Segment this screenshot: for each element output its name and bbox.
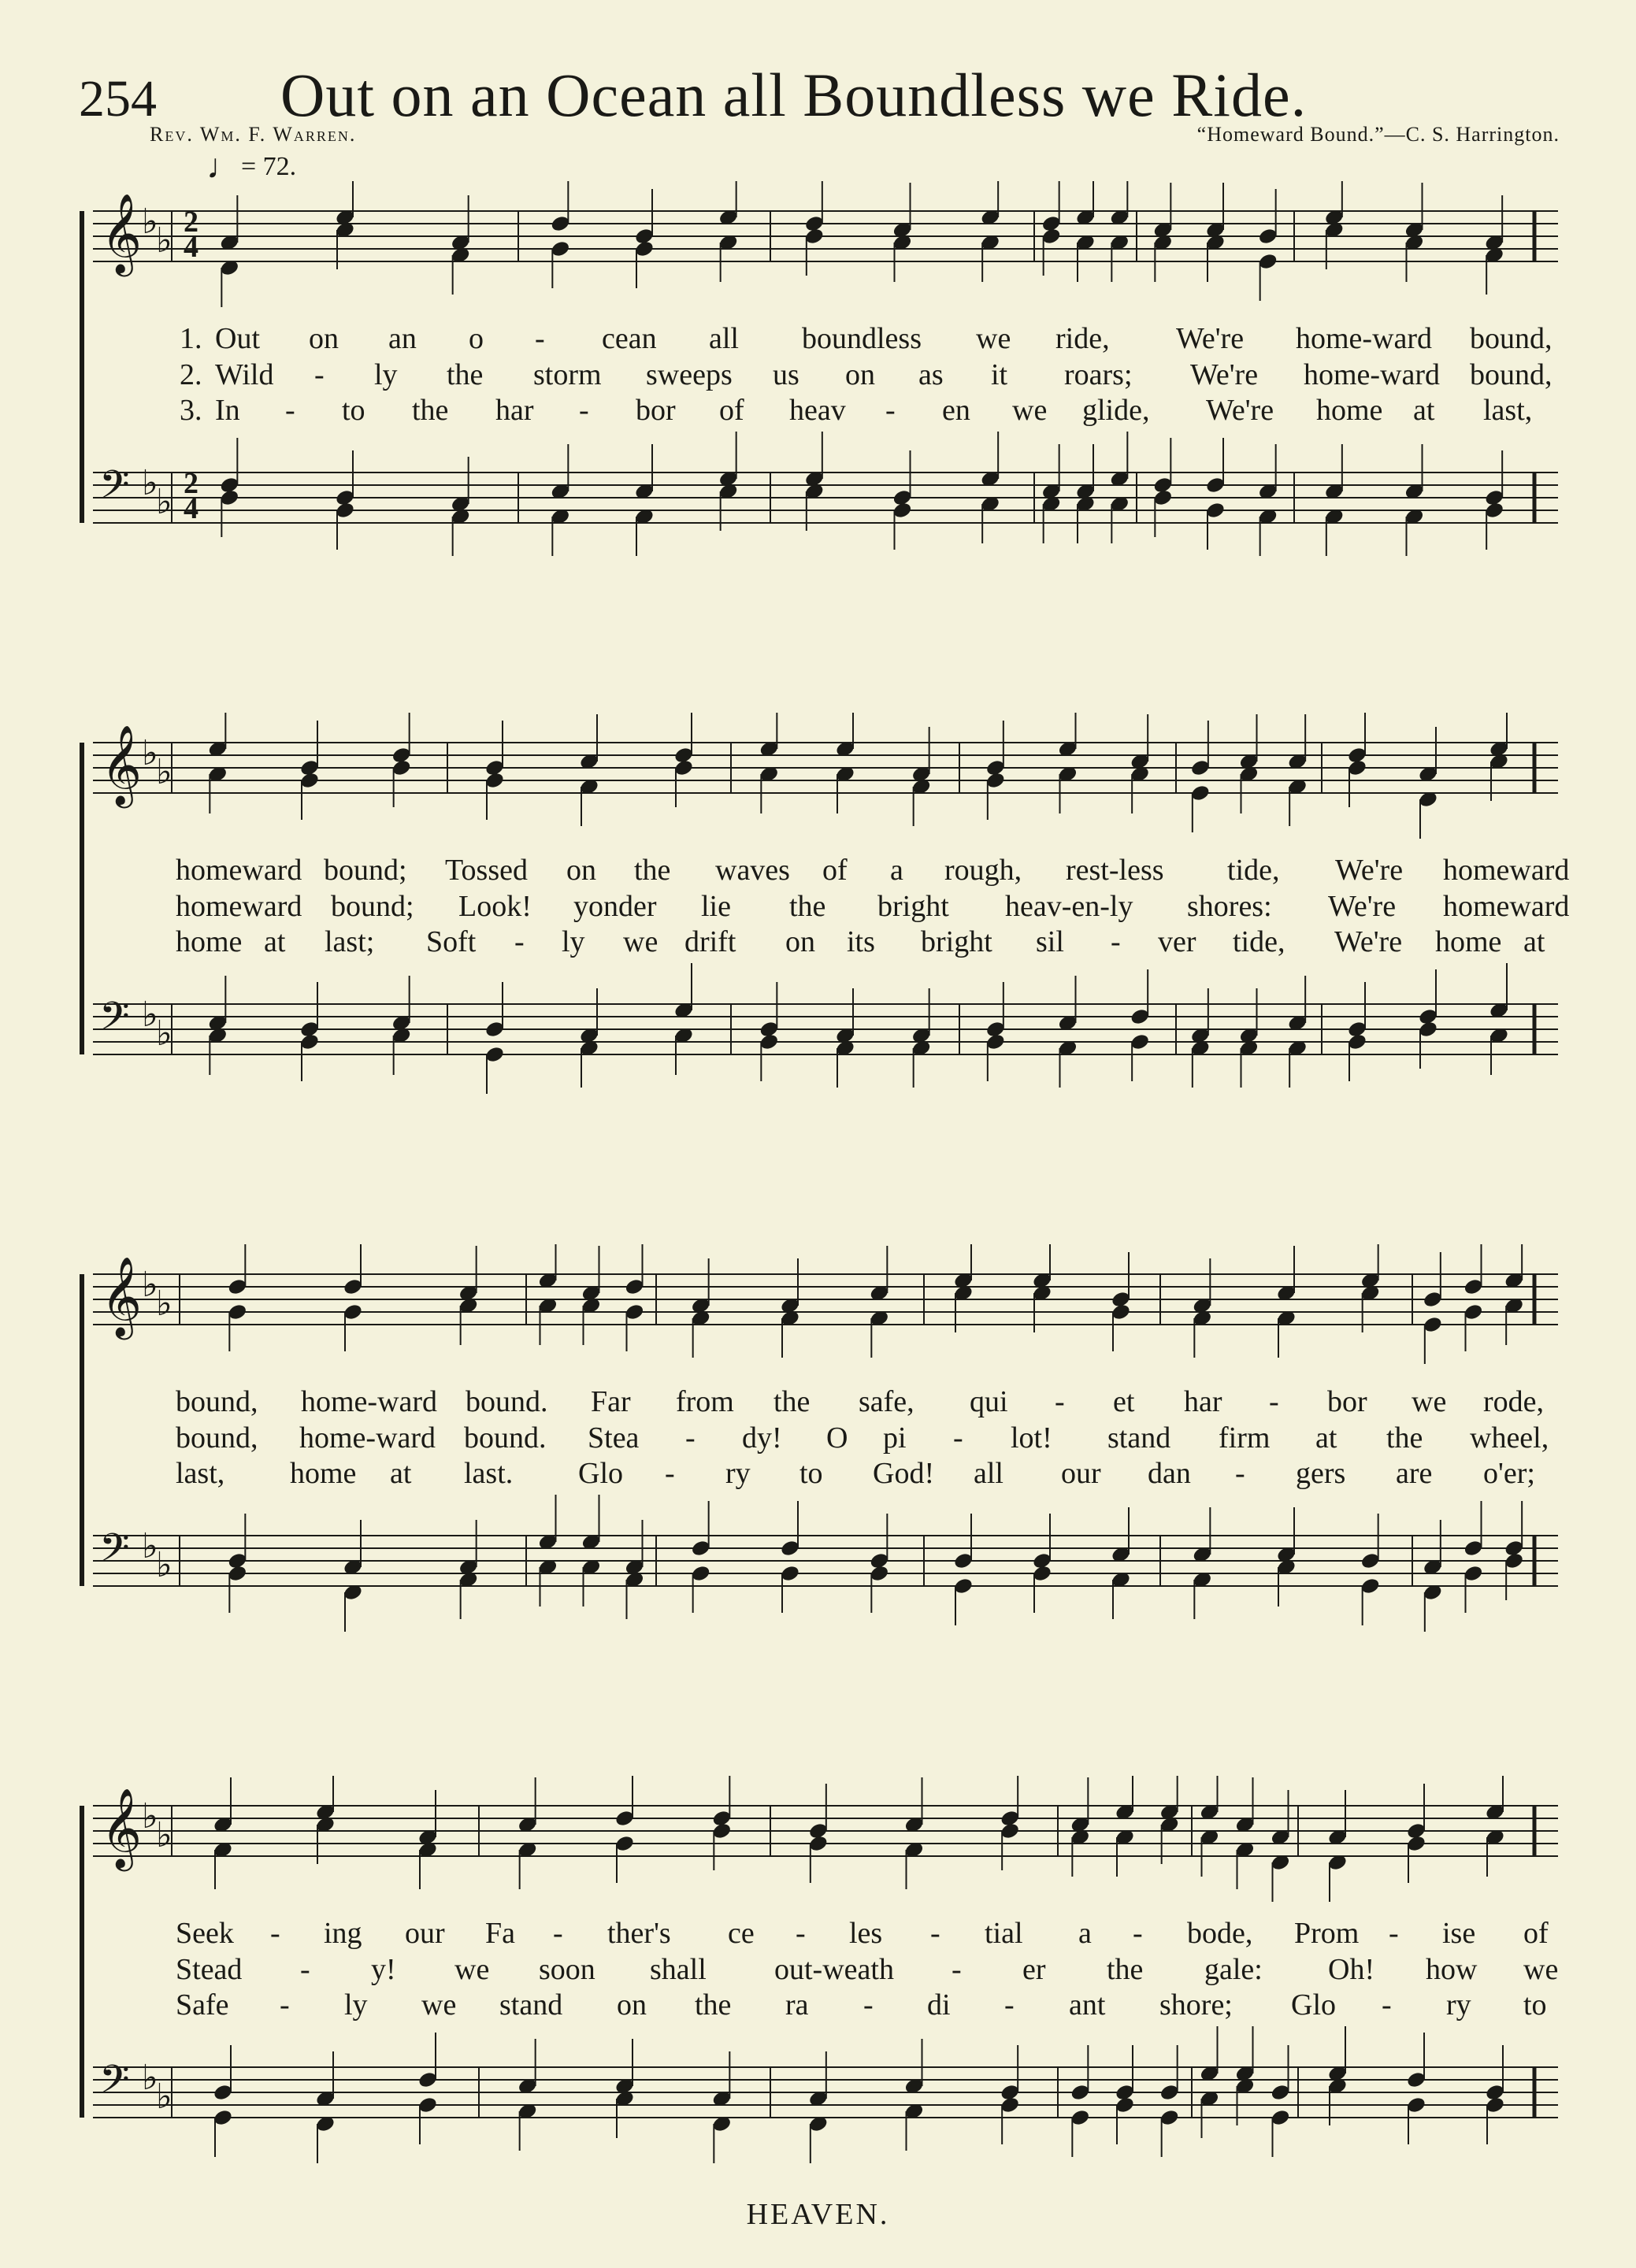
lyric-syllable: to	[799, 1457, 823, 1490]
lyric-syllable: bright	[877, 890, 949, 923]
bass-clef-icon: 𝄢	[99, 1525, 130, 1581]
lyric-syllable: Seek	[176, 1917, 234, 1950]
lyric-syllable: stand	[499, 1988, 563, 2022]
lyric-syllable: har	[1184, 1385, 1222, 1418]
lyric-syllable: bound.	[466, 1385, 548, 1418]
lyric-line	[77, 925, 1566, 959]
lyric-syllable: shore;	[1159, 1988, 1233, 2022]
lyric-syllable: Far	[591, 1385, 631, 1418]
lyric-syllable: Prom	[1294, 1917, 1360, 1950]
lyric-syllable: bound,	[1470, 322, 1553, 355]
lyric-syllable: yonder	[573, 890, 657, 923]
lyric-syllable: tial	[985, 1917, 1023, 1950]
lyric-syllable: to	[1523, 1988, 1547, 2022]
lyric-syllable: -	[1382, 1988, 1392, 2022]
lyric-syllable: shall	[650, 1953, 707, 1986]
lyric-syllable: of	[822, 854, 848, 887]
lyric-syllable: out-weath	[774, 1953, 894, 1986]
lyric-syllable: bound,	[176, 1385, 258, 1418]
lyric-syllable: o	[469, 322, 484, 355]
lyric-syllable: our	[1061, 1457, 1101, 1490]
lyric-syllable: stand	[1107, 1421, 1171, 1455]
time-signature: 4	[184, 231, 198, 264]
time-signature: 4	[184, 492, 198, 525]
lyric-syllable: er	[1022, 1953, 1046, 1986]
lyric-syllable: ise	[1442, 1917, 1476, 1950]
lyric-syllable: home	[290, 1457, 357, 1490]
verse-number: 2.	[180, 358, 202, 391]
flat-icon: ♭	[156, 1815, 173, 1855]
lyric-syllable: tide,	[1233, 925, 1285, 958]
lyric-syllable: -	[1111, 925, 1121, 958]
lyric-syllable: on	[845, 358, 875, 391]
lyric-syllable: ride,	[1055, 322, 1110, 355]
lyric-syllable: -	[1389, 1917, 1399, 1950]
lyric-syllable: the	[447, 358, 484, 391]
lyric-syllable: bode,	[1187, 1917, 1253, 1950]
time-signature: 2	[184, 467, 198, 500]
lyric-syllable: bright	[921, 925, 992, 958]
lyric-syllable: its	[847, 925, 875, 958]
lyric-syllable: ly	[562, 925, 585, 958]
quarter-note-icon: ♩	[206, 147, 241, 186]
lyric-syllable: the	[695, 1988, 732, 2022]
time-signature: 2	[184, 206, 198, 239]
lyric-syllable: of	[1523, 1917, 1549, 1950]
flat-icon: ♭	[156, 1284, 173, 1324]
lyric-syllable: we	[454, 1953, 490, 1986]
lyric-syllable: -	[665, 1457, 675, 1490]
lyric-line	[77, 1456, 1566, 1491]
treble-clef-icon: 𝄞	[101, 1255, 143, 1336]
lyric-syllable: bor	[1327, 1385, 1367, 1418]
flat-icon: ♭	[142, 733, 158, 773]
lyric-syllable: roars;	[1064, 358, 1133, 391]
flat-icon: ♭	[156, 482, 173, 522]
lyric-syllable: -	[953, 1421, 963, 1455]
lyric-syllable: rest-less	[1066, 854, 1164, 887]
lyric-line	[77, 393, 1566, 428]
lyric-syllable: Safe	[176, 1988, 229, 2022]
lyric-syllable: on	[785, 925, 815, 958]
lyric-syllable: Soft	[426, 925, 477, 958]
lyric-syllable: We're	[1335, 854, 1404, 887]
lyric-syllable: -	[685, 1421, 696, 1455]
lyric-syllable: -	[535, 322, 545, 355]
lyric-syllable: Tossed	[445, 854, 529, 887]
lyric-syllable: we	[623, 925, 658, 958]
lyric-syllable: di	[927, 1988, 951, 2022]
lyric-syllable: Look!	[458, 890, 532, 923]
flat-icon: ♭	[156, 1014, 173, 1054]
lyric-syllable: God!	[873, 1457, 935, 1490]
lyric-line	[77, 358, 1566, 392]
lyric-syllable: Oh!	[1328, 1953, 1375, 1986]
lyric-syllable: bound.	[464, 1421, 547, 1455]
lyric-syllable: lie	[701, 890, 731, 923]
music-system-2	[77, 713, 1570, 1106]
lyric-syllable: the	[789, 890, 826, 923]
lyric-line	[77, 1384, 1566, 1419]
bass-clef-icon: 𝄢	[99, 994, 130, 1049]
lyric-syllable: -	[1133, 1917, 1143, 1950]
lyric-syllable: -	[270, 1917, 280, 1950]
lyric-syllable: we	[1523, 1953, 1559, 1986]
lyric-syllable: -	[952, 1953, 962, 1986]
lyric-syllable: o'er;	[1483, 1457, 1535, 1490]
lyric-syllable: bound;	[324, 854, 407, 887]
flat-icon: ♭	[142, 1526, 158, 1566]
lyric-line	[77, 1421, 1566, 1455]
lyric-syllable: home-ward	[299, 1421, 436, 1455]
lyric-syllable: Stea	[588, 1421, 640, 1455]
lyric-syllable: at	[1413, 394, 1435, 427]
lyric-syllable: shores:	[1187, 890, 1272, 923]
lyric-syllable: dy!	[742, 1421, 782, 1455]
lyric-syllable: as	[918, 358, 944, 391]
lyric-syllable: bor	[636, 394, 676, 427]
lyric-syllable: cean	[602, 322, 657, 355]
lyric-syllable: In	[215, 394, 240, 427]
lyric-syllable: last,	[176, 1457, 225, 1490]
lyric-syllable: homeward	[1443, 854, 1570, 887]
lyric-syllable: storm	[533, 358, 602, 391]
lyric-syllable: We're	[1190, 358, 1259, 391]
lyric-line	[77, 321, 1566, 356]
lyric-syllable: heav-en-ly	[1005, 890, 1133, 923]
treble-clef-icon: 𝄞	[101, 724, 143, 805]
flat-icon: ♭	[142, 2058, 158, 2098]
lyric-syllable: soon	[539, 1953, 595, 1986]
lyric-syllable: home-ward	[301, 1385, 438, 1418]
lyric-syllable: sweeps	[646, 358, 733, 391]
author-credit: Rev. Wm. F. Warren.	[150, 123, 357, 146]
lyric-syllable: -	[796, 1917, 806, 1950]
lyric-syllable: the	[773, 1385, 811, 1418]
lyric-syllable: We're	[1328, 890, 1397, 923]
lyric-syllable: Fa	[485, 1917, 515, 1950]
lyric-line	[77, 1952, 1566, 1987]
lyric-syllable: bound;	[331, 890, 414, 923]
lyric-syllable: Wild	[215, 358, 274, 391]
lyric-syllable: ther's	[607, 1917, 671, 1950]
lyric-syllable: -	[1055, 1385, 1065, 1418]
tempo-value: = 72.	[241, 152, 297, 181]
lyric-syllable: a	[1078, 1917, 1092, 1950]
flat-icon: ♭	[142, 1796, 158, 1836]
lyric-syllable: wheel,	[1470, 1421, 1549, 1455]
lyric-syllable: drift	[684, 925, 736, 958]
lyric-syllable: O	[826, 1421, 848, 1455]
lyric-syllable: -	[1235, 1457, 1245, 1490]
lyric-syllable: har	[495, 394, 534, 427]
music-system-3	[77, 1244, 1566, 1638]
flat-icon: ♭	[142, 463, 158, 503]
lyric-syllable: homeward	[176, 854, 302, 887]
lyric-syllable: our	[405, 1917, 445, 1950]
lyric-syllable: on	[566, 854, 596, 887]
lyric-syllable: the	[1386, 1421, 1423, 1455]
lyric-syllable: -	[1269, 1385, 1279, 1418]
lyric-syllable: at	[264, 925, 286, 958]
lyric-syllable: -	[285, 394, 295, 427]
lyric-line	[77, 889, 1570, 924]
lyric-syllable: last.	[464, 1457, 514, 1490]
lyric-syllable: lot!	[1011, 1421, 1052, 1455]
lyric-syllable: homeward	[1443, 890, 1570, 923]
lyric-syllable: sil	[1036, 925, 1064, 958]
lyric-syllable: Glo	[1291, 1988, 1336, 2022]
lyric-syllable: ly	[374, 358, 398, 391]
lyric-syllable: we	[976, 322, 1011, 355]
lyric-syllable: ra	[785, 1988, 809, 2022]
lyric-syllable: pi	[883, 1421, 907, 1455]
page-number: 254	[79, 70, 157, 128]
lyric-syllable: -	[1004, 1988, 1015, 2022]
lyric-syllable: home-ward	[1296, 322, 1433, 355]
lyric-syllable: firm	[1219, 1421, 1271, 1455]
lyric-syllable: glide,	[1082, 394, 1150, 427]
lyric-syllable: we	[1012, 394, 1048, 427]
flat-icon: ♭	[156, 220, 173, 261]
lyric-syllable: last;	[325, 925, 375, 958]
flat-icon: ♭	[142, 202, 158, 242]
lyric-syllable: en	[942, 394, 970, 427]
lyric-syllable: ly	[344, 1988, 368, 2022]
music-system-1	[77, 181, 1566, 575]
lyric-syllable: ce	[728, 1917, 755, 1950]
section-label: HEAVEN.	[746, 2198, 890, 2231]
lyric-syllable: us	[773, 358, 799, 391]
lyric-syllable: ry	[1446, 1988, 1471, 2022]
lyric-syllable: a	[890, 854, 903, 887]
lyric-syllable: tide,	[1227, 854, 1280, 887]
lyric-syllable: to	[342, 394, 365, 427]
lyric-syllable: -	[280, 1988, 290, 2022]
lyric-syllable: ver	[1158, 925, 1196, 958]
lyric-syllable: ry	[725, 1457, 751, 1490]
flat-icon: ♭	[156, 2077, 173, 2117]
lyric-syllable: home	[1316, 394, 1383, 427]
lyric-syllable: Out	[215, 322, 260, 355]
verse-number: 3.	[180, 394, 202, 427]
lyric-syllable: gers	[1296, 1457, 1346, 1490]
lyric-syllable: at	[390, 1457, 412, 1490]
lyric-syllable: We're	[1206, 394, 1274, 427]
lyric-syllable: gale:	[1204, 1953, 1263, 1986]
flat-icon: ♭	[142, 1265, 158, 1305]
lyric-syllable: We're	[1334, 925, 1403, 958]
lyric-syllable: ant	[1069, 1988, 1106, 2022]
lyric-syllable: -	[553, 1917, 563, 1950]
flat-icon: ♭	[142, 995, 158, 1035]
lyric-syllable: are	[1396, 1457, 1433, 1490]
flat-icon: ♭	[156, 752, 173, 792]
lyric-syllable: at	[1523, 925, 1545, 958]
lyric-syllable: of	[719, 394, 744, 427]
treble-clef-icon: 𝄞	[101, 192, 143, 273]
lyric-syllable: home	[1435, 925, 1502, 958]
lyric-syllable: et	[1113, 1385, 1135, 1418]
lyric-syllable: from	[676, 1385, 734, 1418]
lyric-syllable: it	[991, 358, 1008, 391]
lyric-syllable: -	[579, 394, 589, 427]
lyric-syllable: -	[885, 394, 896, 427]
bass-clef-icon: 𝄢	[99, 2057, 130, 2112]
lyric-syllable: Stead	[176, 1953, 243, 1986]
flat-icon: ♭	[156, 1545, 173, 1585]
lyric-syllable: -	[300, 1953, 310, 1986]
lyric-syllable: all	[709, 322, 739, 355]
hymn-title: Out on an Ocean all Boundless we Ride.	[280, 61, 1308, 129]
lyric-line	[77, 1916, 1566, 1951]
treble-clef-icon: 𝄞	[101, 1787, 143, 1868]
lyric-syllable: at	[1315, 1421, 1337, 1455]
tune-credit: “Homeward Bound.”—C. S. Harrington.	[1196, 123, 1560, 146]
lyric-syllable: -	[514, 925, 525, 958]
lyric-syllable: waves	[715, 854, 790, 887]
music-system-4	[77, 1776, 1566, 2170]
lyric-syllable: -	[930, 1917, 940, 1950]
lyric-syllable: home	[176, 925, 243, 958]
lyric-syllable: we	[421, 1988, 457, 2022]
lyric-syllable: rough,	[944, 854, 1022, 887]
lyric-syllable: les	[849, 1917, 883, 1950]
lyric-syllable: y!	[371, 1953, 396, 1986]
lyric-syllable: homeward	[176, 890, 302, 923]
lyric-syllable: how	[1426, 1953, 1478, 1986]
lyric-syllable: -	[314, 358, 325, 391]
lyric-syllable: heav	[789, 394, 846, 427]
lyric-syllable: the	[1107, 1953, 1144, 1986]
lyric-syllable: last,	[1483, 394, 1533, 427]
lyric-syllable: safe,	[859, 1385, 914, 1418]
lyric-syllable: dan	[1148, 1457, 1191, 1490]
page-header	[79, 55, 1575, 158]
lyric-syllable: the	[634, 854, 671, 887]
lyric-syllable: on	[309, 322, 339, 355]
lyric-syllable: ing	[324, 1917, 362, 1950]
lyric-line	[77, 853, 1570, 888]
lyric-syllable: boundless	[802, 322, 922, 355]
bass-clef-icon: 𝄢	[99, 462, 130, 517]
lyric-syllable: Glo	[578, 1457, 623, 1490]
lyric-syllable: we	[1412, 1385, 1447, 1418]
lyric-syllable: We're	[1176, 322, 1245, 355]
verse-number: 1.	[180, 322, 202, 355]
lyric-line	[77, 1988, 1566, 2022]
lyric-syllable: -	[863, 1988, 874, 2022]
lyric-syllable: rode,	[1483, 1385, 1545, 1418]
lyric-syllable: the	[412, 394, 449, 427]
lyric-syllable: home-ward	[1304, 358, 1441, 391]
lyric-syllable: all	[974, 1457, 1003, 1490]
lyric-syllable: bound,	[1470, 358, 1553, 391]
lyric-syllable: bound,	[176, 1421, 258, 1455]
lyric-syllable: qui	[970, 1385, 1008, 1418]
lyric-syllable: an	[388, 322, 417, 355]
lyric-syllable: on	[617, 1988, 647, 2022]
